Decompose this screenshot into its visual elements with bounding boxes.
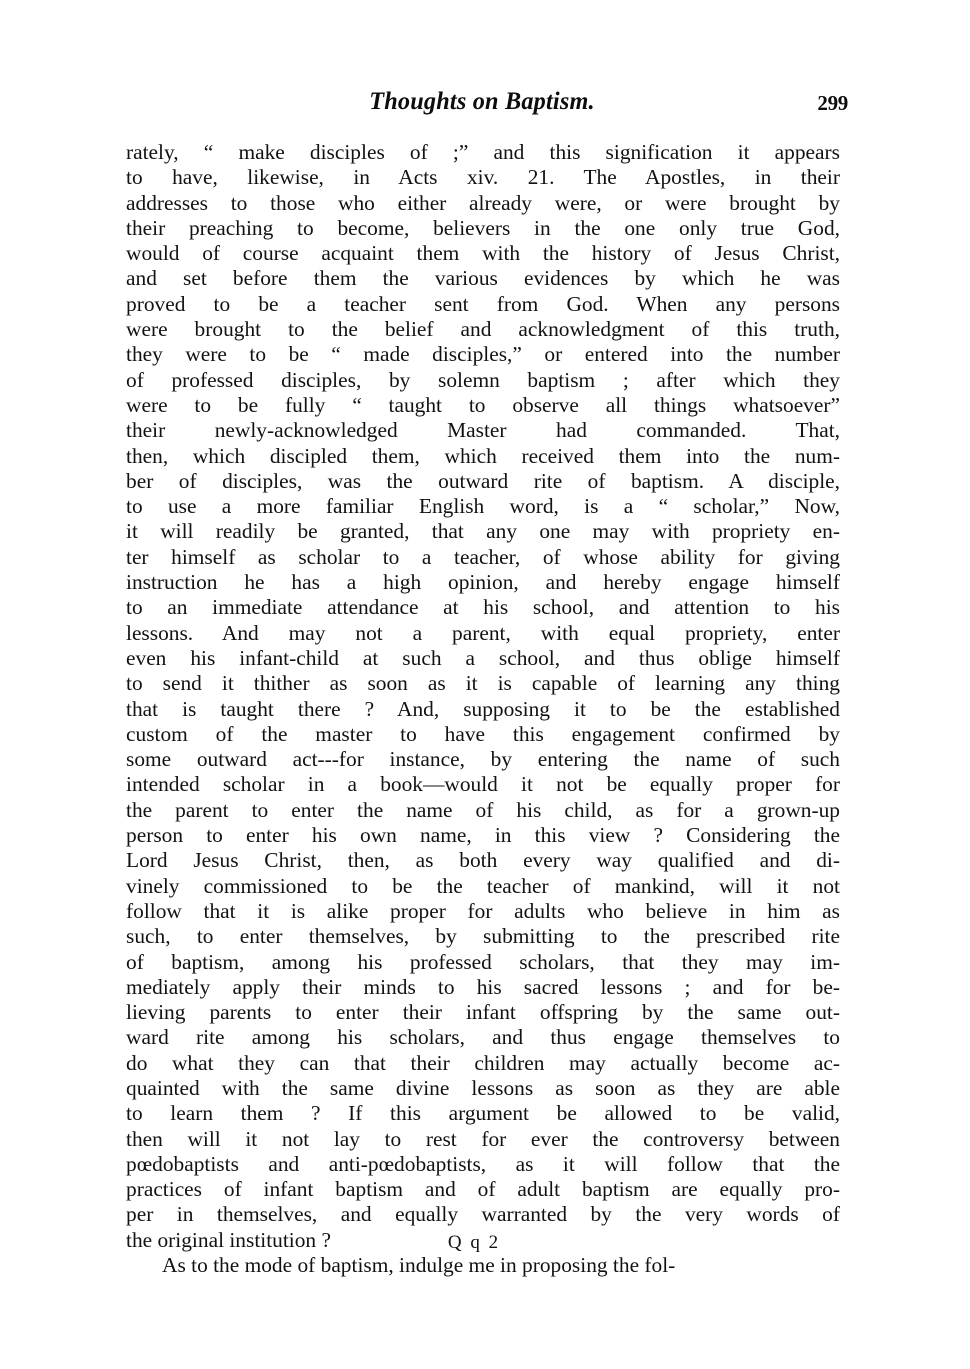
text-line-content: As to the mode of baptism, indulge me in proposing the fol- — [162, 1253, 676, 1278]
text-line-content: were brought to the belief and acknowledgment of this truth, — [126, 317, 840, 342]
text-line-content: Lord Jesus Christ, then, as both every way qualified and di- — [126, 848, 840, 873]
text-line-content: to have, likewise, in Acts xiv. 21. The Apostles, in their — [126, 165, 840, 190]
body-text — [126, 140, 840, 1278]
text-line — [126, 1076, 840, 1101]
text-line — [126, 1025, 840, 1050]
text-line-content: the original institution ? — [126, 1227, 331, 1252]
text-line-content: their preaching to become, believers in the one only true God, — [126, 215, 840, 240]
text-line — [126, 975, 840, 1000]
text-line — [126, 848, 840, 873]
text-line-content: proved to be a teacher sent from God. When any persons — [126, 291, 840, 316]
text-line — [126, 191, 840, 216]
text-line-content: to send it thither as soon as it is capable of learning any thing — [126, 671, 840, 696]
text-line — [126, 1051, 840, 1076]
text-line — [126, 368, 840, 393]
text-line — [126, 342, 840, 367]
text-line-content: such, to enter themselves, by submitting to the prescribed rite — [126, 924, 840, 949]
text-line — [126, 671, 840, 696]
text-line-content: rately, “ make disciples of ;” and this signification it appears — [126, 140, 840, 164]
text-line — [126, 798, 840, 823]
text-line — [126, 292, 840, 317]
text-line-content: it will readily be granted, that any one may with propriety en- — [126, 519, 840, 544]
text-line — [126, 444, 840, 469]
text-line-content: were to be fully “ taught to observe all things whatsoever” — [126, 392, 840, 417]
text-line — [126, 772, 840, 797]
text-line — [126, 874, 840, 899]
running-head — [126, 88, 848, 128]
text-line-content: ward rite among his scholars, and thus engage themselves to — [126, 1025, 840, 1050]
text-line — [126, 393, 840, 418]
text-line — [126, 165, 840, 190]
text-line — [126, 1202, 840, 1227]
page-title: Thoughts on Baptism. — [369, 88, 595, 115]
text-line — [126, 545, 840, 570]
text-line — [126, 697, 840, 722]
signature-mark-row — [0, 1232, 970, 1254]
page-number: 299 — [817, 91, 848, 115]
text-line — [126, 1101, 840, 1126]
text-line — [126, 266, 840, 291]
text-line-content: lessons. And may not a parent, with equal propriety, enter — [126, 620, 840, 645]
text-line-content: custom of the master to have this engagement confirmed by — [126, 721, 840, 746]
text-line — [126, 924, 840, 949]
text-line-content: instruction he has a high opinion, and hereby engage himself — [126, 570, 840, 595]
text-line-content: ber of disciples, was the outward rite of baptism. A disciple, — [126, 468, 840, 493]
signature-mark: Q q 2 — [447, 1232, 501, 1253]
text-line-content: to learn them ? If this argument be allowed to be valid, — [126, 1101, 840, 1126]
text-line — [126, 1152, 840, 1177]
text-line-content: per in themselves, and equally warranted by the very words of — [126, 1202, 840, 1227]
text-line-content: the parent to enter the name of his child, as for a grown-up — [126, 797, 840, 822]
text-line-content: they were to be “ made disciples,” or entered into the number — [126, 342, 840, 367]
text-line — [126, 519, 840, 544]
text-line — [126, 140, 840, 165]
text-line-content: lieving parents to enter their infant offspring by the same out- — [126, 1000, 840, 1025]
text-line-content: and set before them the various evidences by which he was — [126, 266, 840, 291]
text-line-content: quainted with the same divine lessons as soon as they are able — [126, 1075, 840, 1100]
text-line-content: even his infant-child at such a school, and thus oblige himself — [126, 645, 840, 670]
text-line — [126, 899, 840, 924]
text-line-content: their newly-acknowledged Master had commanded. That, — [126, 418, 840, 443]
text-line — [126, 570, 840, 595]
text-line-content: do what they can that their children may actually become ac- — [126, 1050, 840, 1075]
text-line — [126, 1177, 840, 1202]
text-line — [126, 1000, 840, 1025]
text-line — [126, 823, 840, 848]
text-line-content: addresses to those who either already were, or were brought by — [126, 190, 840, 215]
text-line-content: then, which discipled them, which received them into the num- — [126, 443, 840, 468]
text-line-content: would of course acquaint them with the history of Jesus Christ, — [126, 241, 840, 266]
text-line — [126, 747, 840, 772]
text-line-content: some outward act---for instance, by entering the name of such — [126, 747, 840, 772]
text-line-content: of baptism, among his professed scholars, that they may im- — [126, 949, 840, 974]
text-line — [126, 722, 840, 747]
text-line-content: pœdobaptists and anti-pœdobaptists, as it will follow that the — [126, 1151, 840, 1176]
text-line-content: to an immediate attendance at his school, and attention to his — [126, 595, 840, 620]
text-line-content: practices of infant baptism and of adult baptism are equally pro- — [126, 1177, 840, 1202]
text-line-content: then will it not lay to rest for ever the controversy between — [126, 1126, 840, 1151]
text-line — [126, 621, 840, 646]
text-line-content: person to enter his own name, in this view ? Considering the — [126, 823, 840, 848]
text-line-content: intended scholar in a book—would it not be equally proper for — [126, 772, 840, 797]
text-line-content: ter himself as scholar to a teacher, of whose ability for giving — [126, 544, 840, 569]
text-line — [126, 317, 840, 342]
text-line — [126, 241, 840, 266]
text-line-paragraph-start — [126, 1253, 840, 1278]
text-line-content: to use a more familiar English word, is a “ scholar,” Now, — [126, 494, 840, 519]
text-line-content: of professed disciples, by solemn baptism ; after which they — [126, 367, 840, 392]
text-line-content: that is taught there ? And, supposing it to be the established — [126, 696, 840, 721]
text-line — [126, 494, 840, 519]
text-line — [126, 950, 840, 975]
text-line-content: vinely commissioned to be the teacher of mankind, will it not — [126, 873, 840, 898]
text-line — [126, 595, 840, 620]
text-line — [126, 646, 840, 671]
text-line — [126, 1127, 840, 1152]
text-line — [126, 469, 840, 494]
text-line — [126, 418, 840, 443]
text-line-content: follow that it is alike proper for adults who believe in him as — [126, 898, 840, 923]
text-line — [126, 216, 840, 241]
text-line-content: mediately apply their minds to his sacred lessons ; and for be- — [126, 974, 840, 999]
